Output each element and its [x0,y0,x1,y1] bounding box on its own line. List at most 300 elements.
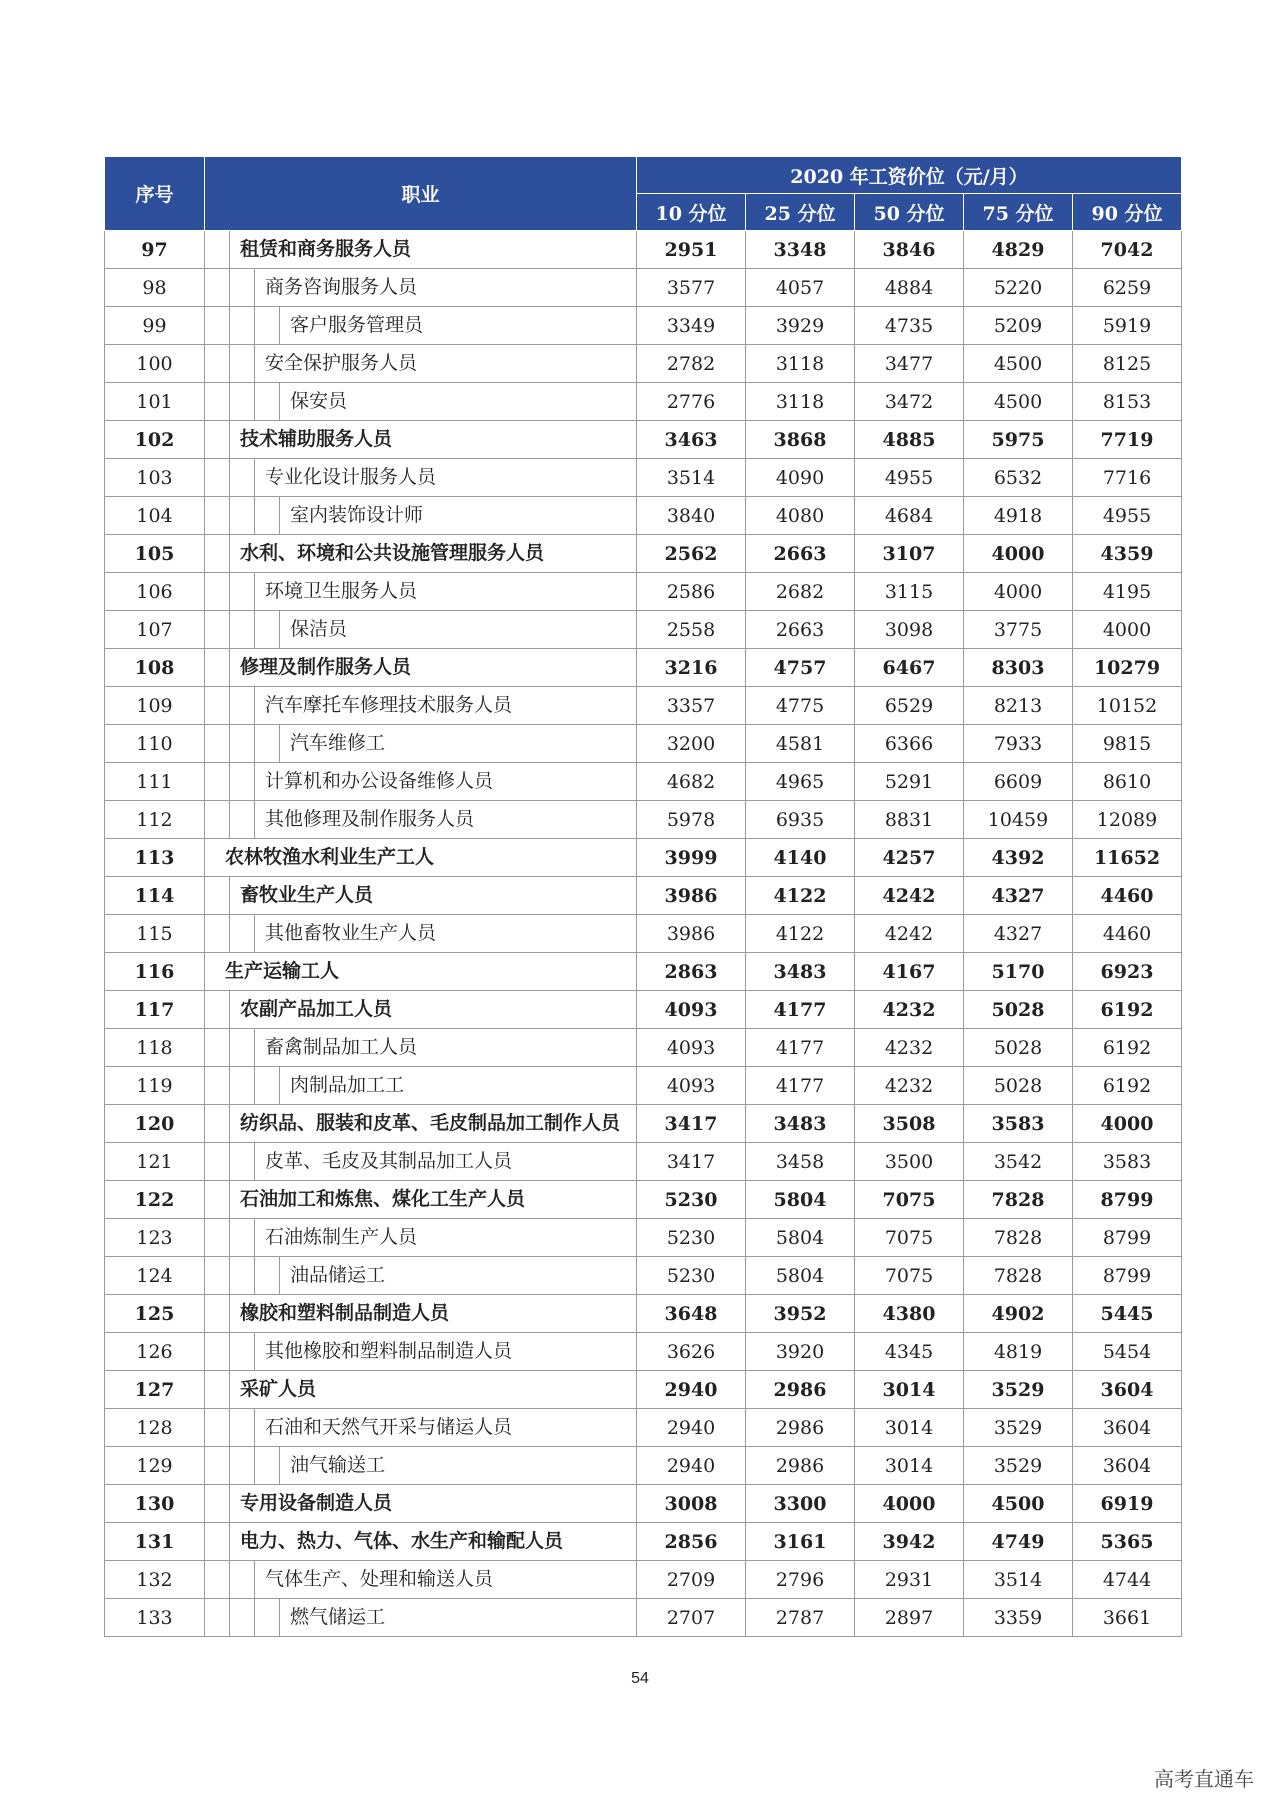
indent-guide [230,459,255,496]
row-number: 97 [105,231,205,269]
wage-p10: 3986 [637,915,746,953]
indent-guide [205,763,230,800]
table-row [105,687,1182,725]
wage-p50: 7075 [855,1219,964,1257]
occupation-name: 计算机和办公设备维修人员 [265,770,494,793]
wage-p10: 2863 [637,953,746,991]
wage-p50: 4884 [855,269,964,307]
row-number: 122 [105,1181,205,1219]
indent-guide [205,345,230,382]
indent-guide [205,649,230,686]
wage-p90: 4955 [1073,497,1182,535]
wage-p50: 3014 [855,1409,964,1447]
indent-guide [205,1523,230,1560]
occupation-name: 汽车维修工 [290,732,386,755]
indent-guide [230,307,255,344]
wage-p25: 2682 [746,573,855,611]
occupation-name: 农副产品加工人员 [240,998,393,1021]
table-row [105,421,1182,459]
occupation-name: 修理及制作服务人员 [240,656,412,679]
table-row [105,497,1182,535]
row-number: 111 [105,763,205,801]
wage-p90: 12089 [1073,801,1182,839]
indent-guide [205,1067,230,1104]
indent-guide [230,1599,255,1636]
row-number: 103 [105,459,205,497]
table-row [105,801,1182,839]
wage-p90: 6192 [1073,1067,1182,1105]
wage-p50: 4000 [855,1485,964,1523]
wage-p50: 4380 [855,1295,964,1333]
wage-p75: 10459 [964,801,1073,839]
occupation-name: 石油炼制生产人员 [265,1226,418,1249]
wage-p50: 3500 [855,1143,964,1181]
row-number: 133 [105,1599,205,1637]
wage-p90: 3604 [1073,1409,1182,1447]
table-row [105,1295,1182,1333]
wage-p75: 3529 [964,1371,1073,1409]
table-row [105,1599,1182,1637]
table-row [105,1523,1182,1561]
wage-p90: 6919 [1073,1485,1182,1523]
wage-p50: 3846 [855,231,964,269]
wage-p90: 4460 [1073,915,1182,953]
wage-p10: 3840 [637,497,746,535]
wage-p10: 3200 [637,725,746,763]
wage-p90: 7719 [1073,421,1182,459]
row-number: 129 [105,1447,205,1485]
indent-guide [230,1219,255,1256]
wage-p25: 4090 [746,459,855,497]
wage-p25: 3929 [746,307,855,345]
indent-guide [230,611,255,648]
wage-p25: 3952 [746,1295,855,1333]
wage-p25: 4080 [746,497,855,535]
occupation-name: 石油和天然气开采与储运人员 [265,1416,513,1439]
wage-p90: 6192 [1073,1029,1182,1067]
indent-guide [205,1447,230,1484]
occupation-name: 专业化设计服务人员 [265,466,437,489]
indent-guide [205,725,230,762]
wage-p50: 6529 [855,687,964,725]
indent-guide [205,421,230,458]
wage-p10: 3986 [637,877,746,915]
wage-p50: 6467 [855,649,964,687]
occupation-name: 皮革、毛皮及其制品加工人员 [265,1150,513,1173]
wage-p90: 5365 [1073,1523,1182,1561]
wage-p90: 7042 [1073,231,1182,269]
wage-p75: 4327 [964,877,1073,915]
indent-guide [205,497,230,534]
occupation-cell [205,269,637,307]
wage-p90: 4195 [1073,573,1182,611]
wage-p25: 2986 [746,1409,855,1447]
wage-p75: 3529 [964,1447,1073,1485]
indent-guide [205,1561,230,1598]
wage-p90: 3604 [1073,1371,1182,1409]
wage-p10: 3463 [637,421,746,459]
row-number: 107 [105,611,205,649]
wage-p75: 4327 [964,915,1073,953]
wage-p50: 3098 [855,611,964,649]
occupation-cell [205,535,637,573]
header-p50: 50 分位 [855,194,964,231]
indent-guide [230,1561,255,1598]
wage-p75: 5028 [964,1067,1073,1105]
wage-p75: 8213 [964,687,1073,725]
wage-p10: 5230 [637,1181,746,1219]
indent-guide [255,1257,280,1294]
occupation-cell [205,1485,637,1523]
wage-p75: 8303 [964,649,1073,687]
indent-guide [205,459,230,496]
occupation-name: 电力、热力、气体、水生产和输配人员 [240,1530,564,1553]
indent-guide [205,269,230,306]
row-number: 110 [105,725,205,763]
row-number: 116 [105,953,205,991]
occupation-cell [205,839,637,877]
occupation-cell [205,801,637,839]
header-p25: 25 分位 [746,194,855,231]
table-row [105,649,1182,687]
wage-p10: 2940 [637,1371,746,1409]
occupation-cell [205,1181,637,1219]
occupation-name: 租赁和商务服务人员 [240,238,412,261]
wage-p90: 11652 [1073,839,1182,877]
table-row [105,1371,1182,1409]
indent-guide [230,269,255,306]
wage-p25: 4965 [746,763,855,801]
wage-p25: 4122 [746,915,855,953]
wage-p75: 4918 [964,497,1073,535]
wage-p75: 4749 [964,1523,1073,1561]
wage-p75: 3542 [964,1143,1073,1181]
occupation-name: 其他畜牧业生产人员 [265,922,437,945]
table-row [105,535,1182,573]
wage-p25: 5804 [746,1219,855,1257]
wage-p25: 2986 [746,1371,855,1409]
occupation-name: 畜禽制品加工人员 [265,1036,418,1059]
wage-p90: 3604 [1073,1447,1182,1485]
wage-p75: 4500 [964,383,1073,421]
table-row [105,1067,1182,1105]
wage-p25: 4775 [746,687,855,725]
row-number: 131 [105,1523,205,1561]
table-row [105,383,1182,421]
wage-p75: 4500 [964,1485,1073,1523]
indent-guide [205,535,230,572]
wage-p50: 4232 [855,1067,964,1105]
wage-p50: 4232 [855,1029,964,1067]
wage-p50: 4684 [855,497,964,535]
occupation-cell [205,725,637,763]
indent-guide [205,1409,230,1446]
wage-p90: 5919 [1073,307,1182,345]
indent-guide [205,877,230,914]
wage-p90: 8799 [1073,1181,1182,1219]
indent-guide [205,687,230,724]
table-row [105,1181,1182,1219]
wage-p25: 4140 [746,839,855,877]
wage-p90: 5445 [1073,1295,1182,1333]
row-number: 105 [105,535,205,573]
wage-p25: 4057 [746,269,855,307]
occupation-cell [205,915,637,953]
table-row [105,307,1182,345]
occupation-cell [205,991,637,1029]
wage-p75: 4392 [964,839,1073,877]
row-number: 113 [105,839,205,877]
occupation-name: 肉制品加工工 [290,1074,405,1097]
wage-p50: 6366 [855,725,964,763]
table-row [105,231,1182,269]
table-row [105,345,1182,383]
indent-guide [205,1485,230,1522]
wage-p50: 4885 [855,421,964,459]
wage-p25: 5804 [746,1257,855,1295]
wage-p50: 4735 [855,307,964,345]
indent-guide [205,1295,230,1332]
indent-guide [230,801,255,838]
indent-guide [205,573,230,610]
wage-p50: 3014 [855,1371,964,1409]
wage-p10: 2951 [637,231,746,269]
header-no: 序号 [105,157,205,231]
indent-guide [230,915,255,952]
occupation-name: 汽车摩托车修理技术服务人员 [265,694,513,717]
occupation-name: 燃气储运工 [290,1606,386,1629]
occupation-cell [205,231,637,269]
wage-p90: 4460 [1073,877,1182,915]
wage-p25: 2787 [746,1599,855,1637]
row-number: 125 [105,1295,205,1333]
wage-p50: 3107 [855,535,964,573]
page-number: 54 [631,1670,649,1687]
wage-p75: 7828 [964,1181,1073,1219]
wage-p10: 3626 [637,1333,746,1371]
table-row [105,725,1182,763]
occupation-name: 气体生产、处理和输送人员 [265,1568,494,1591]
occupation-name: 其他修理及制作服务人员 [265,808,475,831]
occupation-name: 油品储运工 [290,1264,386,1287]
wage-p25: 3483 [746,953,855,991]
row-number: 117 [105,991,205,1029]
occupation-cell [205,1599,637,1637]
wage-p25: 3348 [746,231,855,269]
indent-guide [205,1105,230,1142]
wage-p25: 3483 [746,1105,855,1143]
indent-guide [230,345,255,382]
wage-p10: 4093 [637,1029,746,1067]
indent-guide [205,611,230,648]
occupation-cell [205,687,637,725]
wage-p75: 7933 [964,725,1073,763]
row-number: 114 [105,877,205,915]
table-row [105,991,1182,1029]
occupation-cell [205,421,637,459]
wage-p90: 8799 [1073,1257,1182,1295]
indent-guide [230,1257,255,1294]
row-number: 130 [105,1485,205,1523]
row-number: 108 [105,649,205,687]
wage-p25: 6935 [746,801,855,839]
indent-guide [230,1409,255,1446]
header-wage-group: 2020 年工资价位（元/月） [637,157,1182,194]
wage-p90: 8610 [1073,763,1182,801]
indent-guide [230,1067,255,1104]
row-number: 120 [105,1105,205,1143]
occupation-name: 保安员 [290,390,348,413]
wage-p50: 7075 [855,1257,964,1295]
wage-p10: 2709 [637,1561,746,1599]
occupation-name: 商务咨询服务人员 [265,276,418,299]
indent-guide [205,1029,230,1066]
wage-p25: 4122 [746,877,855,915]
indent-guide [205,383,230,420]
wage-p25: 4177 [746,1029,855,1067]
row-number: 118 [105,1029,205,1067]
header-p10: 10 分位 [637,194,746,231]
row-number: 99 [105,307,205,345]
wage-p25: 5804 [746,1181,855,1219]
wage-p10: 2586 [637,573,746,611]
wage-p10: 4682 [637,763,746,801]
occupation-name: 橡胶和塑料制品制造人员 [240,1302,450,1325]
occupation-cell [205,459,637,497]
occupation-cell [205,1447,637,1485]
wage-p90: 8799 [1073,1219,1182,1257]
occupation-name: 纺织品、服装和皮革、毛皮制品加工制作人员 [240,1112,621,1135]
table-row [105,573,1182,611]
wage-p90: 10279 [1073,649,1182,687]
wage-p75: 3775 [964,611,1073,649]
wage-p50: 3115 [855,573,964,611]
wage-p90: 6259 [1073,269,1182,307]
wage-p75: 3514 [964,1561,1073,1599]
wage-p90: 8125 [1073,345,1182,383]
occupation-name: 环境卫生服务人员 [265,580,418,603]
indent-guide [255,307,280,344]
wage-p50: 4242 [855,915,964,953]
wage-p90: 7716 [1073,459,1182,497]
wage-p10: 3577 [637,269,746,307]
wage-p75: 6609 [964,763,1073,801]
wage-p50: 2897 [855,1599,964,1637]
wage-p90: 3661 [1073,1599,1182,1637]
occupation-cell [205,763,637,801]
indent-guide [255,611,280,648]
table-row [105,459,1182,497]
wage-p75: 4902 [964,1295,1073,1333]
wage-p90: 6192 [1073,991,1182,1029]
indent-guide [205,1257,230,1294]
occupation-name: 石油加工和炼焦、煤化工生产人员 [240,1188,526,1211]
wage-p75: 7828 [964,1257,1073,1295]
occupation-name: 室内装饰设计师 [290,504,424,527]
wage-p10: 2558 [637,611,746,649]
wage-p75: 5209 [964,307,1073,345]
wage-p75: 4500 [964,345,1073,383]
wage-p75: 6532 [964,459,1073,497]
watermark: 高考直通车 [1154,1767,1254,1791]
occupation-name: 油气输送工 [290,1454,386,1477]
wage-p50: 2931 [855,1561,964,1599]
occupation-cell [205,1371,637,1409]
wage-p10: 2776 [637,383,746,421]
wage-p75: 3529 [964,1409,1073,1447]
indent-guide [255,1599,280,1636]
wage-p50: 3942 [855,1523,964,1561]
indent-guide [205,1599,230,1636]
occupation-cell [205,1523,637,1561]
indent-guide [205,1143,230,1180]
indent-guide [205,231,230,268]
wage-p10: 3216 [637,649,746,687]
wage-p10: 2856 [637,1523,746,1561]
table-row [105,1257,1182,1295]
row-number: 132 [105,1561,205,1599]
table-row [105,1143,1182,1181]
wage-p10: 2562 [637,535,746,573]
row-number: 98 [105,269,205,307]
occupation-cell [205,1105,637,1143]
occupation-cell [205,1143,637,1181]
row-number: 104 [105,497,205,535]
occupation-cell [205,383,637,421]
occupation-cell [205,877,637,915]
wage-p10: 4093 [637,1067,746,1105]
wage-p10: 3357 [637,687,746,725]
wage-p10: 3349 [637,307,746,345]
occupation-name: 保洁员 [290,618,348,641]
wage-p25: 3118 [746,345,855,383]
wage-p90: 4000 [1073,611,1182,649]
wage-p25: 3300 [746,1485,855,1523]
occupation-name: 农林牧渔水利业生产工人 [225,846,435,869]
wage-p25: 4177 [746,1067,855,1105]
indent-guide [230,573,255,610]
occupation-cell [205,1219,637,1257]
table-row [105,1485,1182,1523]
header-occupation: 职业 [205,157,637,231]
wage-p10: 5230 [637,1219,746,1257]
wage-p90: 8153 [1073,383,1182,421]
wage-p10: 2707 [637,1599,746,1637]
wage-p75: 5975 [964,421,1073,459]
occupation-name: 技术辅助服务人员 [240,428,393,451]
table-row [105,877,1182,915]
wage-p50: 4242 [855,877,964,915]
wage-p75: 5170 [964,953,1073,991]
wage-p90: 4744 [1073,1561,1182,1599]
table-row [105,763,1182,801]
indent-guide [205,915,230,952]
indent-guide [230,1333,255,1370]
indent-guide [255,1447,280,1484]
wage-p25: 2796 [746,1561,855,1599]
occupation-name: 其他橡胶和塑料制品制造人员 [265,1340,513,1363]
header-p75: 75 分位 [964,194,1073,231]
table-row [105,1409,1182,1447]
table-row [105,1447,1182,1485]
wage-p25: 3868 [746,421,855,459]
wage-p90: 9815 [1073,725,1182,763]
wage-p90: 3583 [1073,1143,1182,1181]
table-row [105,1029,1182,1067]
row-number: 115 [105,915,205,953]
table-row [105,839,1182,877]
occupation-name: 水利、环境和公共设施管理服务人员 [240,542,545,565]
